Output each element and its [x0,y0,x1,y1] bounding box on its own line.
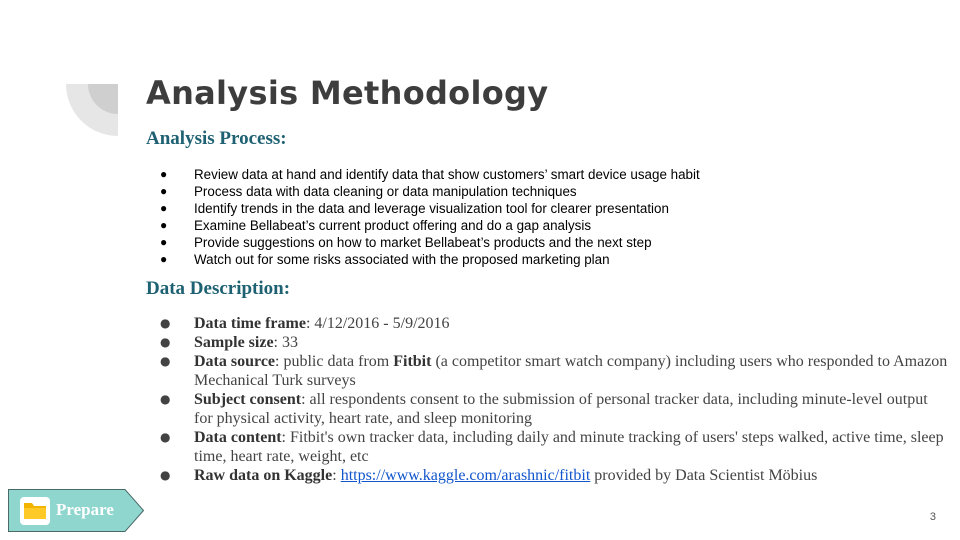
bullet-icon: ● [160,252,168,266]
subject-consent-value: : all respondents consent to the submission of personal tracker data, including minute-level output for physical activity, heart rate, and sleep monitoring [194,391,928,427]
data-content-value: : Fitbit's own tracker data, including daily and minute tracking of users' steps walked, active time, sleep time, heart rate, weight, etc [194,429,944,465]
slide-title: Analysis Methodology [146,74,549,112]
list-item [160,251,860,268]
data-content-item [160,428,950,466]
list-item-text: Identify trends in the data and leverage visualization tool for clearer presentation [194,201,669,216]
bullet-icon: ● [160,184,168,198]
list-item [160,183,860,200]
bullet-icon: ● [160,392,171,406]
data-time-frame-label: Data time frame [194,315,306,332]
data-time-frame-item [160,314,950,333]
sample-size-item [160,333,950,352]
analysis-process-heading: Analysis Process: [146,128,287,149]
data-description-list [160,314,950,485]
subject-consent-item [160,390,950,428]
list-item [160,234,860,251]
data-source-text-before: : public data from [275,353,394,370]
list-item [160,166,860,183]
data-content-label: Data content [194,429,282,446]
decorative-arc [66,84,118,136]
folder-icon [20,497,50,525]
list-item-text: Provide suggestions on how to market Bellabeat’s products and the next step [194,235,652,250]
bullet-icon: ● [160,354,171,368]
raw-data-text-after: provided by Data Scientist Möbius [590,467,818,484]
bullet-icon: ● [160,430,171,444]
raw-data-item [160,466,950,485]
raw-data-separator: : [332,467,341,484]
data-source-label: Data source [194,353,276,370]
kaggle-link[interactable]: https://www.kaggle.com/arashnic/fitbit [340,467,591,484]
bullet-icon: ● [160,468,171,482]
bullet-icon: ● [160,316,171,330]
list-item [160,217,860,234]
bullet-icon: ● [160,335,171,349]
prepare-tag [8,489,144,532]
list-item-text: Examine Bellabeat’s current product offering and do a gap analysis [194,218,592,233]
data-time-frame-value: : 4/12/2016 - 5/9/2016 [305,315,450,332]
data-source-item [160,352,950,390]
list-item-text: Watch out for some risks associated with the proposed marketing plan [194,252,610,267]
list-item-text: Review data at hand and identify data that show customers’ smart device usage habit [194,167,700,182]
bullet-icon: ● [160,167,168,181]
data-source-text-after: (a competitor smart watch company) including users who responded to Amazon Mechanical Turk surveys [194,353,948,389]
prepare-label: Prepare [56,500,114,519]
bullet-icon: ● [160,218,168,232]
list-item-text: Process data with data cleaning or data manipulation techniques [194,184,577,199]
subject-consent-label: Subject consent [194,391,302,408]
analysis-process-list [160,166,860,268]
data-source-brand: Fitbit [393,353,432,370]
data-description-heading: Data Description: [146,278,291,299]
sample-size-label: Sample size [194,334,274,351]
page-number: 3 [929,511,936,523]
bullet-icon: ● [160,201,168,215]
bullet-icon: ● [160,235,168,249]
list-item [160,200,860,217]
raw-data-label: Raw data on Kaggle [194,467,333,484]
sample-size-value: : 33 [273,334,298,351]
